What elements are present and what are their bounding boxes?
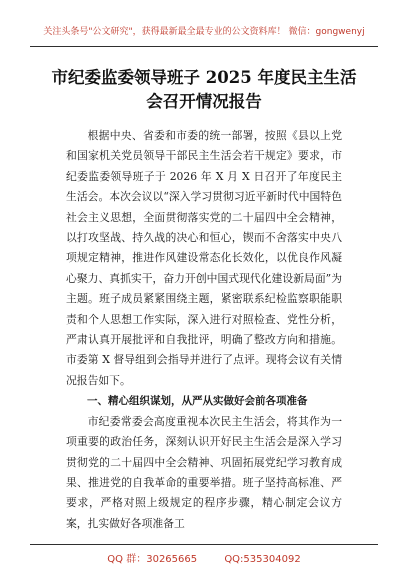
header-divider xyxy=(30,46,378,47)
document-body xyxy=(66,126,342,534)
footer-divider xyxy=(30,544,378,545)
footer-qq-group: QQ 群：30265665 xyxy=(107,554,198,565)
title-line-1: 市纪委监委领导班子 2025 年度民主生活 xyxy=(51,68,357,87)
footer-qq-contact: QQ:535304092 xyxy=(224,554,301,565)
intro-paragraph: 根据中央、省委和市委的统一部署，按照《县以上党和国家机关党员领导干部民主生活会若干规定》要求，市纪委监委领导班子于 2026 年 X 月 X 日召开了年度民主生活会。本次会议以“深入学习贯彻习近平新时代中国特色社会主义思想，全面贯彻落实党的二十届四中全会精神，以打攻坚战、持久战的决心和恒心，锲而不舍落实中央八项规定精神，推进作风建设常态化长效化，以优良作风凝心聚力、真抓实干，奋力开创中国式现代化建设新局面”为主题。班子成员紧紧围绕主题，紧密联系纪检监察职能职责和个人思想工作实际，深入进行对照检查、党性分析，严肃认真开展批评和自我批评，明确了整改方向和措施。市委第 X 督导组到会指导并进行了点评。现将会议有关情况报告如下。 xyxy=(66,129,342,387)
document-title xyxy=(30,66,378,114)
section-heading-1: 一、精心组织谋划，从严从实做好会前各项准备 xyxy=(87,395,308,408)
section-1-paragraph: 市纪委常委会高度重视本次民主生活会，将其作为一项重要的政治任务，深刻认识开好民主生活会是深入学习贯彻党的二十届四中全会精神、巩固拓展党纪学习教育成果、推进党的自我革命的重要举措。班子坚持高标准、严要求，严格对照上级规定的程序步骤，精心制定会议方案，扎实做好各项准备工 xyxy=(66,414,342,530)
title-line-2: 会召开情况报告 xyxy=(146,92,262,111)
page-header-note: 关注头条号"公文研究"，获得最新最全最专业的公文资料库！ 微信：gongwenyj xyxy=(43,27,365,37)
page-footer xyxy=(20,550,388,565)
